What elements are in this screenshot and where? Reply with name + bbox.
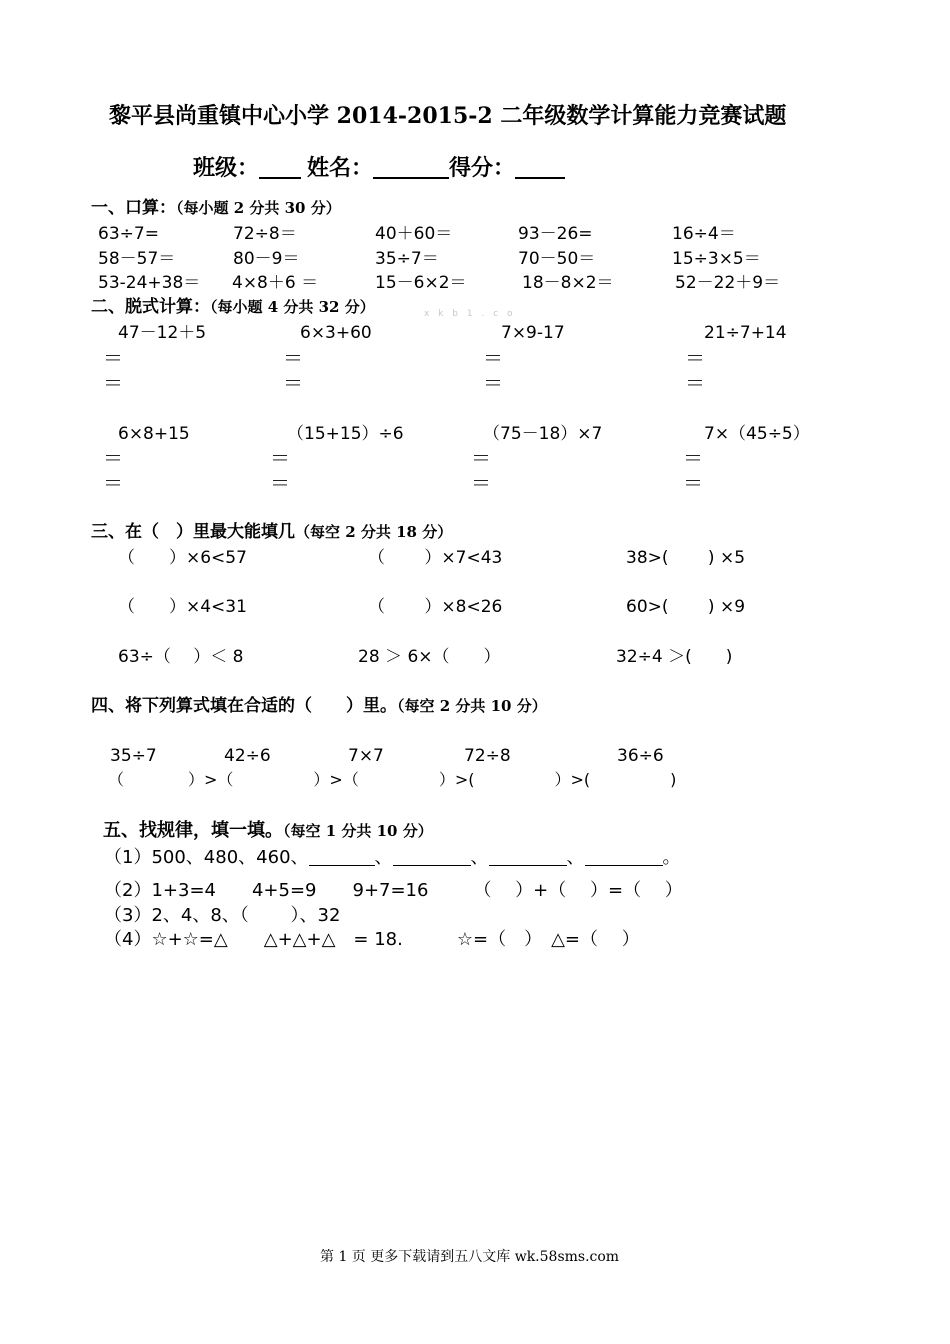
s1-item-3-5: 52－22＋9＝ [675,273,781,293]
s2-eq-5a: ＝ [103,446,123,470]
score-label: 得分： [449,155,516,181]
s2-expr-8: 7×（45÷5） [704,424,810,444]
s1-item-1-2: 72÷8＝ [233,224,297,244]
watermark-text: x k b 1 . c o [424,309,516,319]
class-label: 班级： [193,155,260,181]
s3-item-2-2: （ ）×8<26 [368,597,503,617]
s2-expr-3: 7×9-17 [501,323,565,343]
section3-title: 三、在（ ）里最大能填几 [91,522,295,542]
s1-item-2-5: 15÷3×5＝ [672,249,761,269]
s2-expr-4: 21÷7+14 [704,323,787,343]
s5-q1-blank-4[interactable] [585,847,663,866]
s2-eq-7a: ＝ [471,446,491,470]
section4-note: （每空 2 分共 10 分） [397,697,547,715]
s2-eq-5b: ＝ [103,471,123,495]
s1-item-1-5: 16÷4＝ [672,224,736,244]
s1-item-2-4: 70－50＝ [518,249,596,269]
s3-item-3-1: 63÷（ ）＜ 8 [118,647,244,667]
s3-item-1-2: （ ）×7<43 [368,548,503,568]
s5-q1-prefix: （1）500、480、460、 [104,847,309,868]
s1-item-1-1: 63÷7= [98,224,159,244]
s2-eq-6a: ＝ [270,446,290,470]
s2-eq-3a: ＝ [483,346,503,370]
s5-sep: 、 [470,847,489,868]
s2-eq-2b: ＝ [283,371,303,395]
s2-eq-7b: ＝ [471,471,491,495]
s1-item-3-2: 4×8＋6 ＝ [232,273,319,293]
s3-item-2-3: 60>( ) ×9 [626,597,746,617]
s3-item-2-1: （ ）×4<31 [118,597,247,617]
score-blank[interactable] [515,157,565,179]
s3-item-3-3: 32÷4 ＞( ) [616,647,733,667]
section5-heading [103,821,433,841]
s5-q1 [104,847,681,868]
s1-item-3-4: 18－8×2＝ [522,273,614,293]
s5-q3: （3）2、4、8、（ ）、32 [104,905,341,926]
page-title: 黎平县尚重镇中心小学 2014-2015-2 二年级数学计算能力竞赛试题 [109,103,787,129]
s1-item-1-4: 93－26= [518,224,593,244]
section5-note: （每空 1 分共 10 分） [283,822,433,840]
s2-expr-6: （15+15）÷6 [287,424,404,444]
s5-sep: 、 [566,847,585,868]
s3-item-3-2: 28 ＞ 6×（ ） [358,647,501,667]
section1-heading [91,198,341,218]
student-info-line [193,157,565,179]
s5-q1-blank-3[interactable] [489,847,567,866]
name-label: 姓名： [307,155,374,181]
s2-expr-1: 47－12＋5 [118,323,207,343]
s2-eq-1a: ＝ [103,346,123,370]
s4-item-3: 7×7 [348,746,384,766]
s1-item-2-1: 58－57＝ [98,249,176,269]
s4-item-5: 36÷6 [617,746,664,766]
s5-q2: （2）1+3=4 4+5=9 9+7=16 （ ）+（ ）=（ ） [104,880,683,901]
section4-heading [91,696,547,716]
s2-expr-2: 6×3+60 [300,323,372,343]
s1-item-3-3: 15－6×2＝ [375,273,467,293]
name-blank[interactable] [373,157,449,179]
page-footer: 第 1 页 更多下载请到五八文库 wk.58sms.com [320,1249,620,1265]
s2-eq-3b: ＝ [483,371,503,395]
s1-item-2-3: 35÷7＝ [375,249,439,269]
s2-expr-7: （75－18）×7 [483,424,603,444]
s2-expr-5: 6×8+15 [118,424,190,444]
s3-item-1-3: 38>( ) ×5 [626,548,746,568]
s2-eq-1b: ＝ [103,371,123,395]
s5-q1-blank-2[interactable] [393,847,471,866]
s4-item-1: 35÷7 [110,746,157,766]
s2-eq-4a: ＝ [685,346,705,370]
s2-eq-4b: ＝ [685,371,705,395]
s1-item-2-2: 80－9＝ [233,249,300,269]
s2-eq-2a: ＝ [283,346,303,370]
s1-item-3-1: 53-24+38＝ [98,273,201,293]
s5-q1-blank-1[interactable] [309,847,375,866]
section5-title: 五、找规律，填一填。 [103,820,283,841]
s1-item-1-3: 40＋60＝ [375,224,453,244]
s4-order-line: （ ）>（ ）>（ ）>( ）>( ) [108,770,677,789]
s4-item-4: 72÷8 [464,746,511,766]
s2-eq-8a: ＝ [683,446,703,470]
s5-q4: （4）☆+☆=△ △+△+△ = 18. ☆=（ ） △=（ ） [104,929,640,950]
class-blank[interactable] [259,157,301,179]
section2-title: 二、脱式计算： [91,297,210,317]
s3-item-1-1: （ ）×6<57 [118,548,247,568]
section2-heading [91,297,375,317]
s2-eq-8b: ＝ [683,471,703,495]
s4-item-2: 42÷6 [224,746,271,766]
section3-heading [91,522,452,542]
s2-eq-6b: ＝ [270,471,290,495]
section2-note: （每小题 4 分共 32 分） [210,298,375,316]
section1-title: 一、口算： [91,198,176,218]
section3-note: （每空 2 分共 18 分） [295,523,453,541]
section4-title: 四、将下列算式填在合适的（ ）里。 [91,696,397,716]
s5-sep: 、 [374,847,393,868]
s5-end: 。 [662,847,681,868]
section1-note: （每小题 2 分共 30 分） [176,199,341,217]
